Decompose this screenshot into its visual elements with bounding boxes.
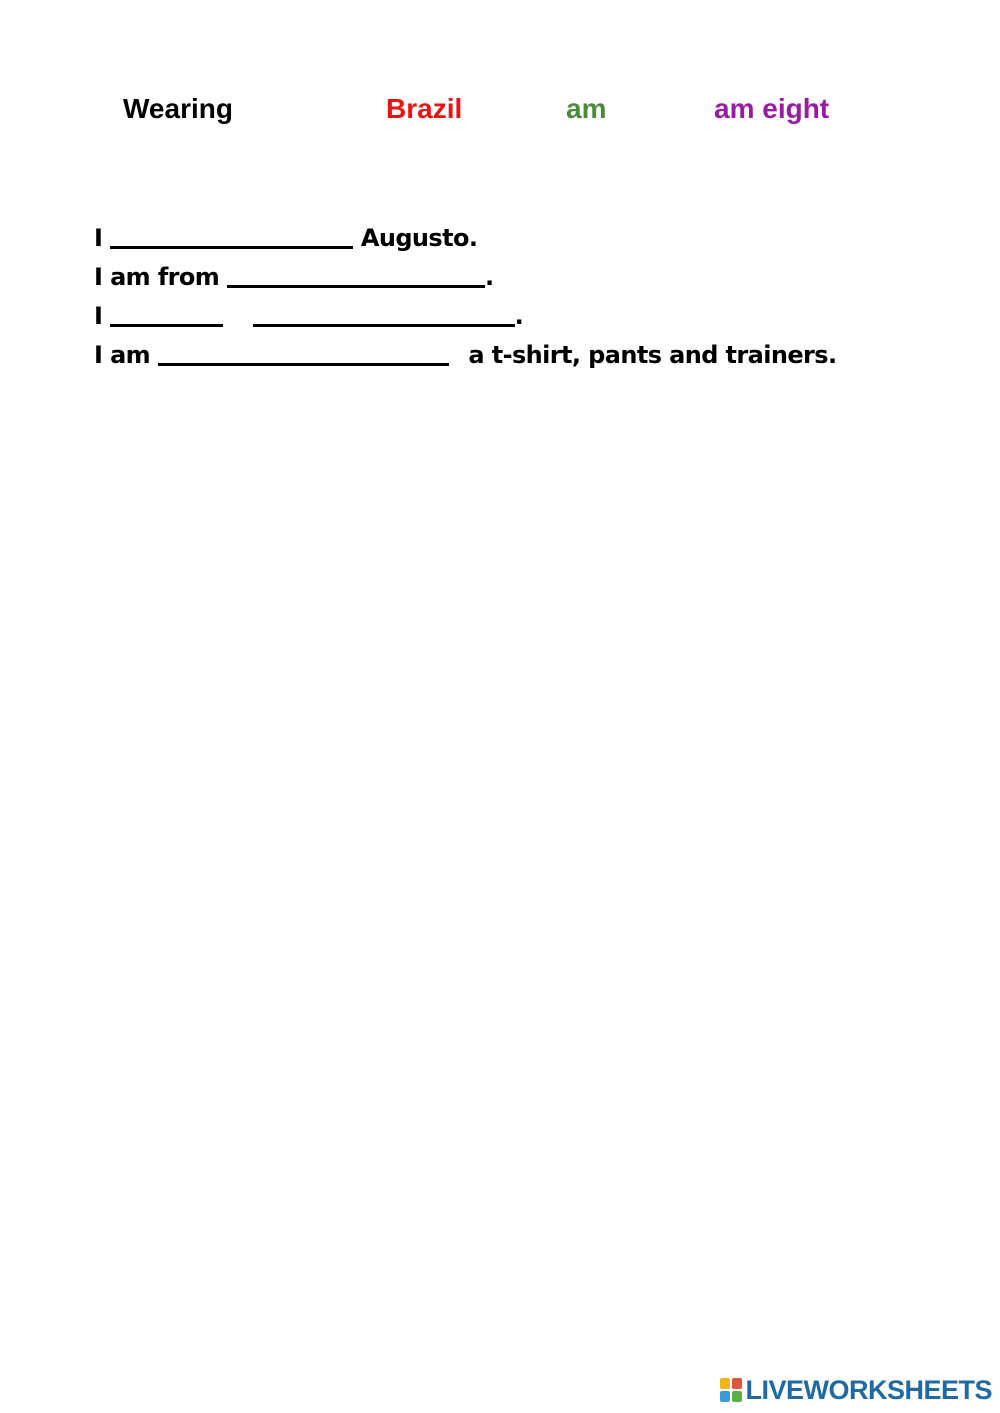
answer-blank-3b[interactable] bbox=[253, 300, 515, 327]
word-bank-item-am[interactable]: am bbox=[566, 93, 607, 124]
sentences bbox=[94, 219, 836, 375]
sentence-text: Augusto. bbox=[360, 224, 478, 252]
sentence-text: I am from bbox=[94, 263, 220, 291]
word-bank-item-brazil[interactable]: Brazil bbox=[386, 93, 463, 124]
liveworksheets-logo-icon bbox=[720, 1378, 742, 1402]
answer-blank-4[interactable] bbox=[158, 339, 449, 366]
sentence-text: I am bbox=[94, 341, 151, 369]
sentence-text: I bbox=[94, 224, 103, 252]
liveworksheets-brand-text: LIVEWORKSHEETS bbox=[745, 1374, 992, 1405]
sentence-1 bbox=[94, 219, 836, 258]
sentence-text: a t-shirt, pants and trainers. bbox=[468, 341, 837, 369]
sentence-text: I bbox=[94, 302, 103, 330]
answer-blank-1[interactable] bbox=[110, 222, 353, 249]
answer-blank-2[interactable] bbox=[227, 261, 485, 288]
answer-blank-3a[interactable] bbox=[110, 300, 223, 327]
sentence-3 bbox=[94, 297, 836, 336]
sentence-4 bbox=[94, 336, 836, 375]
word-bank-item-am-eight[interactable]: am eight bbox=[714, 93, 830, 124]
word-bank-item-wearing[interactable]: Wearing bbox=[123, 93, 233, 124]
sentence-text: . bbox=[514, 302, 524, 330]
word-bank bbox=[0, 93, 1000, 133]
liveworksheets-logo bbox=[720, 1375, 992, 1405]
sentence-text: . bbox=[484, 263, 494, 291]
sentence-2 bbox=[94, 258, 836, 297]
